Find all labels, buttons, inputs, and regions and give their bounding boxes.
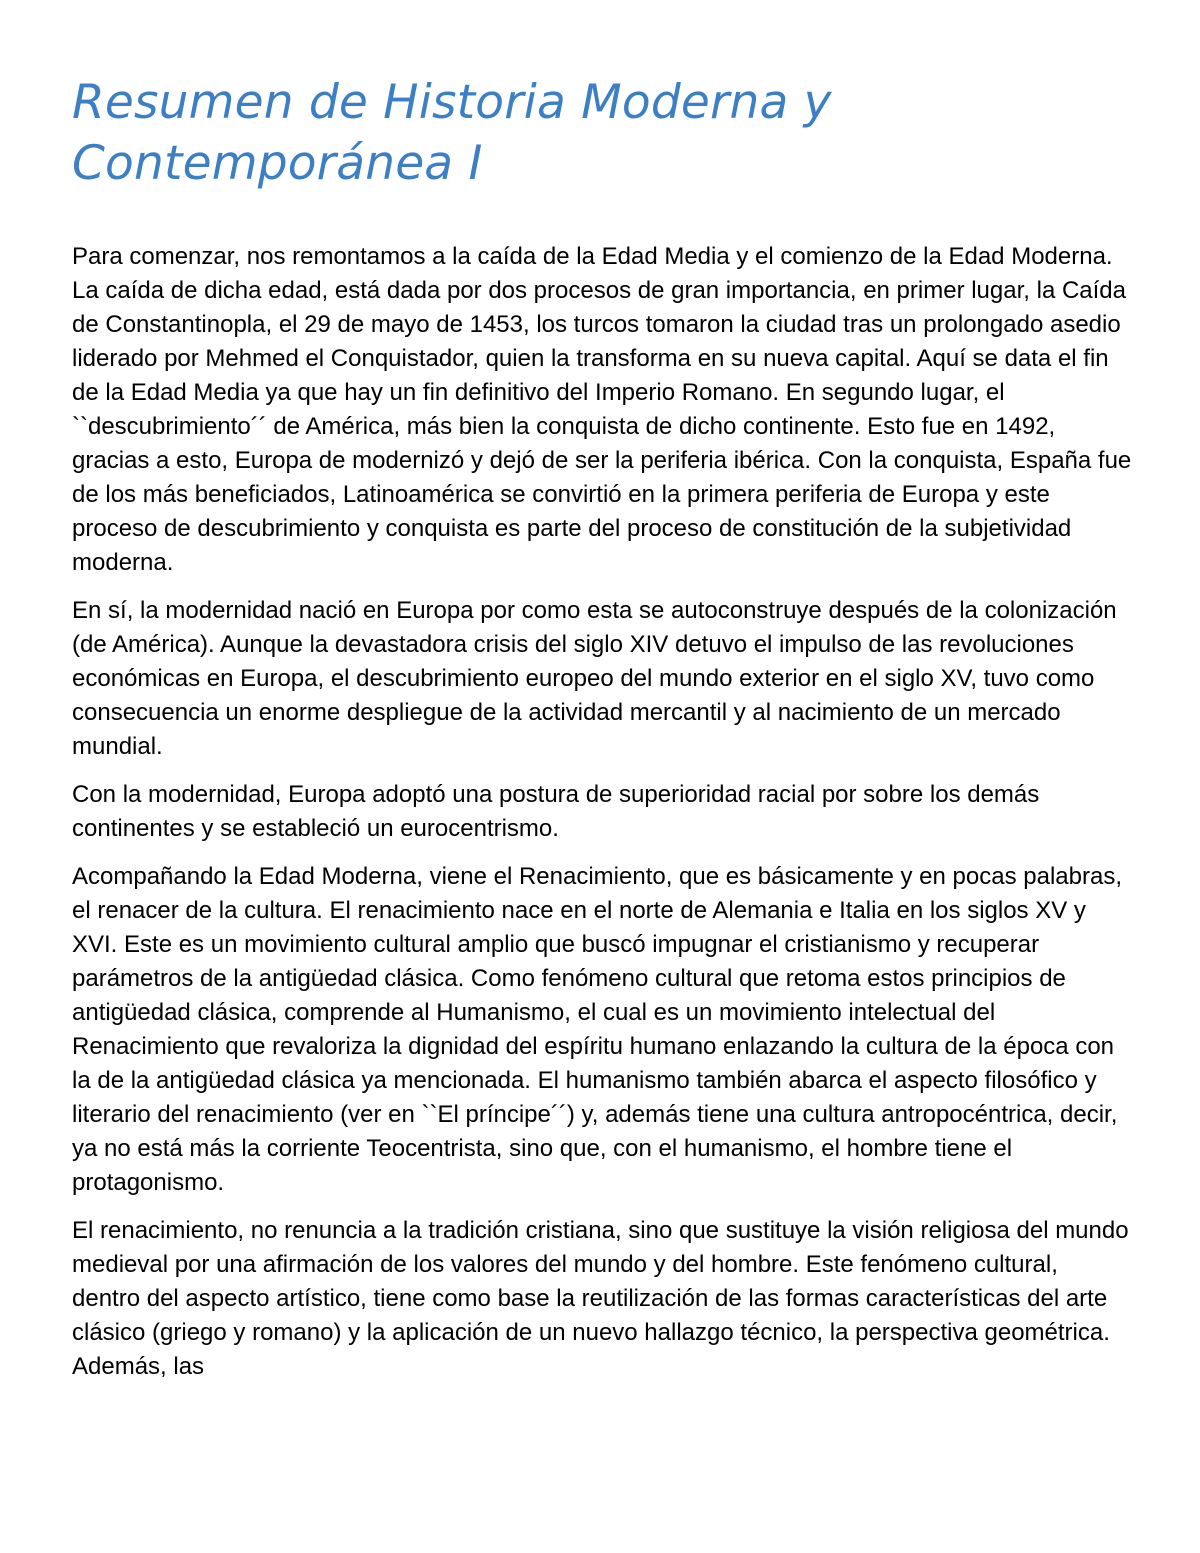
document-page	[72, 72, 1132, 1398]
paragraph-1: Para comenzar, nos remontamos a la caída de la Edad Media y el comienzo de la Edad Moderna. La caída de dicha edad, está dada por dos procesos de gran importancia, en primer lugar, la Caída de Constantinopla, el 29 de mayo de 1453, los turcos tomaron la ciudad tras un prolongado asedio liderado por Mehmed el Conquistador, quien la transforma en su nueva capital. Aquí se data el fin de la Edad Media ya que hay un fin definitivo del Imperio Romano. En segundo lugar, el ``descubrimiento´´ de América, más bien la conquista de dicho continente. Esto fue en 1492, gracias a esto, Europa de modernizó y dejó de ser la periferia ibérica. Con la conquista, España fue de los más beneficiados, Latinoamérica se convirtió en la primera periferia de Europa y este proceso de descubrimiento y conquista es parte del proceso de constitución de la subjetividad moderna.	[72, 243, 1132, 576]
paragraph-4: Acompañando la Edad Moderna, viene el Renacimiento, que es básicamente y en pocas palabras, el renacer de la cultura. El renacimiento nace en el norte de Alemania e Italia en los siglos XV y XVI. Este es un movimiento cultural amplio que buscó impugnar el cristianismo y recuperar parámetros de la antigüedad clásica. Como fenómeno cultural que retoma estos principios de antigüedad clásica, comprende al Humanismo, el cual es un movimiento intelectual del Renacimiento que revaloriza la dignidad del espíritu humano enlazando la cultura de la época con la de la antigüedad clásica ya mencionada. El humanismo también abarca el aspecto filosófico y literario del renacimiento (ver en ``El príncipe´´) y, además tiene una cultura antropocéntrica, decir, ya no está más la corriente Teocentrista, sino que, con el humanismo, el hombre tiene el protagonismo.	[72, 863, 1122, 1196]
paragraph-2: En sí, la modernidad nació en Europa por como esta se autoconstruye después de la colonización (de América). Aunque la devastadora crisis del siglo XIV detuvo el impulso de las revoluciones económicas en Europa, el descubrimiento europeo del mundo exterior en el siglo XV, tuvo como consecuencia un enorme despliegue de la actividad mercantil y al nacimiento de un mercado mundial.	[72, 597, 1117, 760]
document-title: Resumen de Historia Moderna y Contemporánea I	[72, 75, 832, 191]
paragraph-5: El renacimiento, no renuncia a la tradición cristiana, sino que sustituye la visión religiosa del mundo medieval por una afirmación de los valores del mundo y del hombre. Este fenómeno cultural, dentro del aspecto artístico, tiene como base la reutilización de las formas características del arte clásico (griego y romano) y la aplicación de un nuevo hallazgo técnico, la perspectiva geométrica. Además, las	[72, 1217, 1129, 1380]
paragraph-3: Con la modernidad, Europa adoptó una postura de superioridad racial por sobre los demás continentes y se estableció un eurocentrismo.	[72, 781, 1040, 842]
document-body	[72, 240, 1132, 1384]
